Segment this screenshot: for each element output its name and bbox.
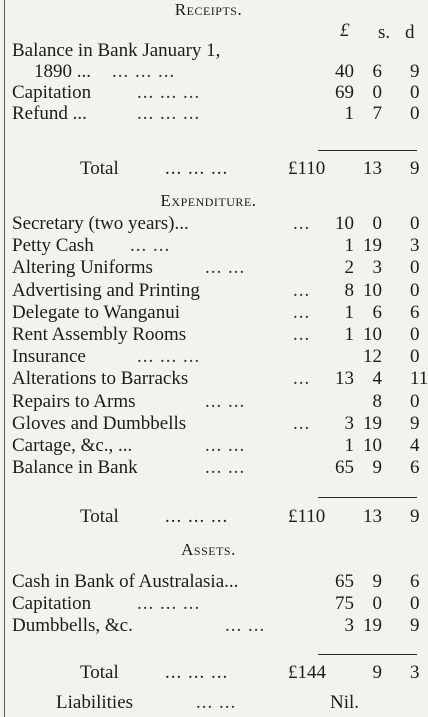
table-row xyxy=(0,324,420,346)
row-label: Alterations to Barracks xyxy=(12,368,189,390)
receipts-total-rule xyxy=(318,150,417,151)
leader-dots: ... ... ... xyxy=(137,593,201,614)
row-label: Capitation xyxy=(12,82,92,103)
table-row xyxy=(0,615,420,637)
expenditure-heading: Expenditure. xyxy=(160,191,257,210)
amount-pound: 1 xyxy=(344,435,354,456)
amount-shilling: 7 xyxy=(372,103,382,124)
leader-dots: ... xyxy=(293,301,311,323)
amount-shilling: 4 xyxy=(372,368,382,390)
amount-shilling: 6 xyxy=(372,301,382,323)
amount-pence: 9 xyxy=(410,412,420,434)
assets-total-row xyxy=(0,662,420,684)
amount-pence: 3 xyxy=(410,235,420,257)
amount-pence: 0 xyxy=(410,257,420,279)
leader-dots: ... ... xyxy=(205,257,246,279)
amount-shilling: 3 xyxy=(372,257,382,279)
amount-shilling: 10 xyxy=(363,279,382,301)
amount-pence: 9 xyxy=(410,61,420,82)
total-leader-dots: ... ... ... xyxy=(165,506,229,527)
table-row xyxy=(0,571,420,593)
amount-pence: 0 xyxy=(410,279,420,301)
row-label: Cartage, &c., ... xyxy=(12,435,133,456)
amount-pence: 4 xyxy=(410,435,420,456)
assets-total-rule xyxy=(318,654,417,655)
row-label: Refund ... xyxy=(12,103,87,124)
col-header-shilling: s. xyxy=(378,22,391,43)
leader-dots: ... xyxy=(293,368,311,390)
amount-pound: 65 xyxy=(335,457,354,479)
amount-pence: 0 xyxy=(410,593,420,614)
total-pence: 9 xyxy=(410,158,420,179)
col-header-pence: d xyxy=(405,22,415,43)
amount-pence: 9 xyxy=(410,615,420,636)
total-pence: 9 xyxy=(410,506,420,527)
total-shilling: 9 xyxy=(372,662,382,683)
amount-pence: 0 xyxy=(410,324,420,345)
amount-pound: 69 xyxy=(335,82,354,103)
leader-dots: ... ... ... xyxy=(137,346,201,368)
amount-shilling: 12 xyxy=(363,346,382,368)
row-label: Balance in Bank xyxy=(12,457,138,479)
total-label: Total xyxy=(80,506,119,527)
total-label: Total xyxy=(80,158,119,179)
liabilities-row xyxy=(0,692,417,714)
row-label: Rent Assembly Rooms xyxy=(12,324,187,345)
total-shilling: 13 xyxy=(363,506,382,527)
receipts-total-row xyxy=(0,158,420,180)
total-pence: 3 xyxy=(410,662,420,683)
row-label: Dumbbells, &c. xyxy=(12,615,133,636)
row-label: Cash in Bank of Australasia... xyxy=(12,571,239,592)
total-label: Total xyxy=(80,662,119,683)
amount-pound: 1 xyxy=(344,103,354,124)
expenditure-total-row xyxy=(0,506,420,528)
row-label: Petty Cash xyxy=(12,235,94,257)
table-row xyxy=(0,301,420,324)
table-row xyxy=(0,435,420,457)
total-leader-dots: ... ... ... xyxy=(165,158,229,179)
amount-pence: 11 xyxy=(410,368,428,390)
leader-dots: ... xyxy=(293,279,311,301)
leader-dots: ... ... xyxy=(205,435,246,456)
amount-pence: 0 xyxy=(410,103,420,124)
amount-shilling: 0 xyxy=(372,82,382,103)
total-pound: £144 xyxy=(288,662,326,683)
table-row xyxy=(0,235,420,257)
table-row xyxy=(0,593,420,615)
table-row xyxy=(0,257,420,279)
table-row xyxy=(0,82,420,104)
amount-shilling: 19 xyxy=(363,412,382,434)
amount-shilling: 19 xyxy=(363,235,382,257)
row-label: Repairs to Arms xyxy=(12,390,136,412)
table-row xyxy=(0,103,420,125)
amount-pound: 3 xyxy=(344,412,354,434)
table-row xyxy=(0,368,428,390)
amount-pence: 0 xyxy=(410,213,420,234)
table-row xyxy=(0,412,420,435)
leader-dots: ... ... xyxy=(130,235,171,257)
amount-pound: 1 xyxy=(344,301,354,323)
amount-shilling: 10 xyxy=(363,435,382,456)
amount-pound: 2 xyxy=(344,257,354,279)
leader-dots: ... ... ... xyxy=(137,103,201,124)
leader-dots: ... ... xyxy=(225,615,266,636)
leader-dots: ... ... xyxy=(205,390,246,412)
total-pound: £110 xyxy=(288,506,326,527)
row-label: Secretary (two years)... xyxy=(12,213,189,234)
leader-dots: ... xyxy=(293,324,311,345)
amount-shilling: 9 xyxy=(372,457,382,479)
amount-pence: 0 xyxy=(410,390,420,412)
amount-pound: 1 xyxy=(344,324,354,345)
amount-pence: 6 xyxy=(410,457,420,479)
amount-shilling: 8 xyxy=(372,390,382,412)
leader-dots: ... xyxy=(293,412,311,434)
table-row xyxy=(0,390,420,413)
total-pound: £110 xyxy=(288,158,326,179)
liabilities-value: Nil. xyxy=(330,692,360,713)
leader-dots: ... ... xyxy=(205,457,246,479)
expenditure-total-rule xyxy=(318,497,417,498)
amount-pound: 10 xyxy=(335,213,354,234)
row-label: Balance in Bank January 1, xyxy=(12,40,221,61)
row-label: 1890 ... xyxy=(34,61,91,82)
leader-dots: ... ... ... xyxy=(137,82,201,103)
amount-pence: 6 xyxy=(410,301,420,323)
amount-pound: 1 xyxy=(344,235,354,257)
amount-pound: 3 xyxy=(344,615,354,636)
row-label: Gloves and Dumbbells xyxy=(12,412,187,434)
total-leader-dots: ... ... ... xyxy=(165,662,229,683)
table-row xyxy=(0,40,417,62)
amount-pound: 65 xyxy=(335,571,354,592)
amount-pence: 0 xyxy=(410,346,420,368)
amount-shilling: 19 xyxy=(363,615,382,636)
total-shilling: 13 xyxy=(363,158,382,179)
table-row xyxy=(0,279,420,302)
liabilities-leader-dots: ... ... xyxy=(196,692,237,713)
table-row xyxy=(0,61,420,83)
row-label: Altering Uniforms xyxy=(12,257,153,279)
assets-heading: Assets. xyxy=(181,540,236,559)
liabilities-label: Liabilities xyxy=(56,692,134,713)
leader-dots: ... xyxy=(293,213,311,234)
row-label: Capitation xyxy=(12,593,92,614)
amount-shilling: 10 xyxy=(363,324,382,345)
amount-pound: 8 xyxy=(344,279,354,301)
row-label: Advertising and Printing xyxy=(12,279,200,301)
row-label: Insurance xyxy=(12,346,86,368)
amount-pound: 75 xyxy=(335,593,354,614)
table-row xyxy=(0,346,420,368)
amount-shilling: 0 xyxy=(372,213,382,234)
col-header-pound: £ xyxy=(340,20,350,41)
amount-pound: 40 xyxy=(335,61,354,82)
amount-pound: 13 xyxy=(335,368,354,390)
row-label: Delegate to Wanganui xyxy=(12,301,181,323)
amount-shilling: 9 xyxy=(372,571,382,592)
amount-shilling: 0 xyxy=(372,593,382,614)
leader-dots: ... ... ... xyxy=(112,61,176,82)
table-row xyxy=(0,213,420,235)
amount-pence: 0 xyxy=(410,82,420,103)
table-row xyxy=(0,457,420,479)
amount-shilling: 6 xyxy=(372,61,382,82)
receipts-heading: Receipts. xyxy=(174,0,243,19)
amount-pence: 6 xyxy=(410,571,420,592)
